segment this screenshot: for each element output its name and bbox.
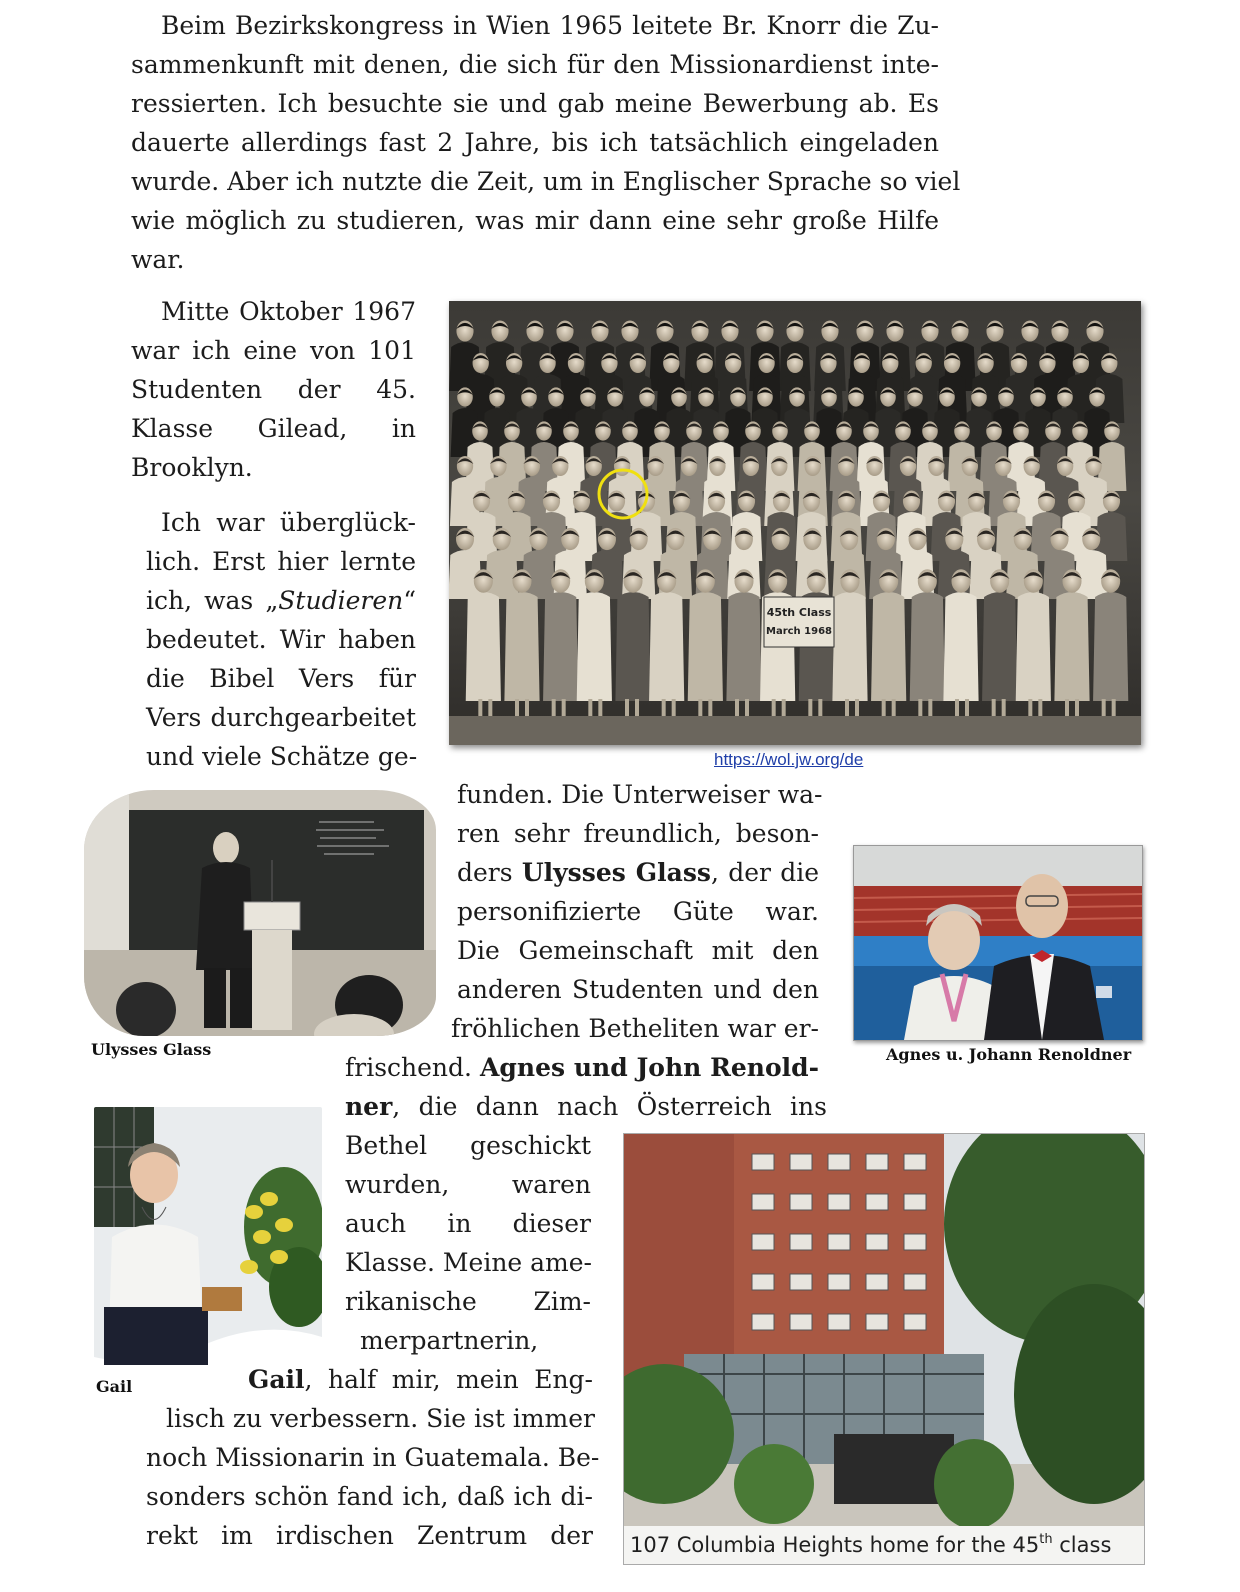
building-window: [904, 1194, 926, 1210]
student-figure: [832, 592, 867, 701]
paragraph-line: Mitte Oktober 1967: [161, 297, 416, 326]
paragraph-line: lisch zu verbessern. Sie ist immer: [166, 1404, 595, 1433]
building-window: [866, 1314, 888, 1330]
intro-line: sammenkunft mit denen, die sich für den Missionardienst inte-: [131, 50, 939, 79]
building-window: [790, 1314, 812, 1330]
paragraph-line: Gail, half mir, mein Eng-: [248, 1365, 593, 1394]
intro-line: war.: [131, 245, 185, 274]
ulysses-glass-photo: [84, 790, 436, 1036]
intro-line: dauerte allerdings fast 2 Jahre, bis ich tatsächlich eingeladen: [131, 128, 939, 157]
building-window: [904, 1154, 926, 1170]
class-photo-image: [449, 301, 1141, 745]
class-photo: [449, 301, 1141, 745]
building-window: [828, 1194, 850, 1210]
building-window: [752, 1194, 774, 1210]
paragraph-line: funden. Die Unterweiser wa- ren sehr freundlich, beson- ders Ulysses Glass, der die personifizierte Güte war. Die Gemeinschaft mit den anderen Studenten und den: [457, 780, 823, 1004]
class-sign: [764, 597, 834, 647]
photo-credit-link[interactable]: https://wol.jw.org/de: [714, 750, 864, 769]
paragraph-line: Bethel geschickt wurden, waren auch in dieser Klasse. Meine ame- rikanische Zim-: [345, 1131, 593, 1316]
gail-image: [94, 1107, 322, 1365]
name-renoldner: Agnes und John Renold-: [480, 1053, 819, 1082]
building-window: [752, 1314, 774, 1330]
name-ulysses-glass: Ulysses Glass: [521, 858, 712, 887]
paragraph-line: bedeutet. Wir haben: [146, 625, 416, 654]
ulysses-glass-caption: Ulysses Glass: [91, 1040, 212, 1059]
ulysses-glass-image: [84, 790, 436, 1036]
intro-paragraph: [131, 6, 961, 279]
building-window: [904, 1314, 926, 1330]
building-window: [828, 1274, 850, 1290]
paragraph-studying: [146, 503, 416, 776]
intro-line: wurde. Aber ich nutzte die Zeit, um in Englischer Sprache so viel: [131, 167, 961, 196]
paragraph-line: fröhlichen Betheliten war er-: [451, 1014, 819, 1043]
paragraph-line: Brooklyn.: [131, 453, 253, 482]
student-figure: [649, 592, 684, 701]
building-window: [752, 1234, 774, 1250]
gail-photo: [94, 1107, 322, 1365]
student-figure: [615, 592, 650, 701]
student-figure: [871, 592, 906, 701]
paragraph-line: frischend. Agnes und John Renold-: [345, 1053, 819, 1082]
building-window: [866, 1194, 888, 1210]
renoldner-photo: [853, 845, 1143, 1041]
svg-text:45th Class: 45th Class: [766, 606, 832, 619]
building-window: [866, 1234, 888, 1250]
renoldner-image: [854, 846, 1142, 1040]
building-window: [790, 1274, 812, 1290]
building-window: [828, 1314, 850, 1330]
building-window: [904, 1234, 926, 1250]
paragraph-line: Klasse Gilead, in: [131, 414, 416, 443]
paragraph-line: Studenten der 45.: [131, 375, 416, 404]
building-window: [752, 1154, 774, 1170]
paragraph-line: und viele Schätze ge-: [146, 742, 418, 771]
student-figure: [1093, 592, 1128, 701]
building-window: [866, 1274, 888, 1290]
building-window: [828, 1154, 850, 1170]
intro-line: Beim Bezirkskongress in Wien 1965 leitete Br. Knorr die Zu-: [161, 11, 939, 40]
paragraph-line: war ich eine von 101: [131, 336, 416, 365]
student-figure: [910, 592, 945, 701]
student-figure: [543, 592, 578, 701]
paragraph-line: ich, was „Studieren“: [146, 586, 416, 615]
intro-line: wie möglich zu studieren, was mir dann eine sehr große Hilfe: [131, 206, 939, 235]
building-image: [624, 1134, 1144, 1564]
student-figure: [504, 592, 539, 701]
building-window: [828, 1234, 850, 1250]
building-photo: [623, 1133, 1145, 1565]
paragraph-gilead: [131, 292, 416, 487]
building-window: [752, 1274, 774, 1290]
student-figure: [577, 592, 612, 701]
student-figure: [688, 592, 723, 701]
paragraph-line: Vers durchgearbeitet: [146, 703, 416, 732]
student-figure: [726, 592, 761, 701]
paragraph-line: merpartnerin,: [360, 1326, 539, 1355]
building-window: [790, 1154, 812, 1170]
paragraph-line: noch Missionarin in Guatemala. Be- sonders schön fand ich, daß ich di- rekt im irdischen Zentrum der: [146, 1443, 600, 1550]
paragraph-line: die Bibel Vers für: [146, 664, 416, 693]
building-window: [866, 1154, 888, 1170]
intro-line: ressierten. Ich besuchte sie und gab meine Bewerbung ab. Es: [131, 89, 939, 118]
name-renoldner-cont: ner: [345, 1092, 393, 1121]
student-figure: [943, 592, 978, 701]
building-window: [790, 1194, 812, 1210]
renoldner-caption: Agnes u. Johann Renoldner: [886, 1045, 1132, 1064]
student-figure: [466, 592, 501, 701]
svg-text:March 1968: March 1968: [766, 626, 832, 637]
building-window: [790, 1234, 812, 1250]
emphasis-studieren: Studieren: [278, 586, 404, 615]
student-figure: [982, 592, 1017, 701]
student-figure: [1054, 592, 1089, 701]
name-gail: Gail: [248, 1365, 305, 1394]
paragraph-line: lich. Erst hier lernte: [146, 547, 416, 576]
building-window: [904, 1274, 926, 1290]
student-figure: [1016, 592, 1051, 701]
building-caption: 107 Columbia Heights home for the 45th class: [630, 1532, 1112, 1557]
gail-caption: Gail: [96, 1377, 133, 1396]
paragraph-line: Ich war überglück-: [161, 508, 416, 537]
paragraph-line: ner, die dann nach Österreich ins: [345, 1092, 827, 1121]
